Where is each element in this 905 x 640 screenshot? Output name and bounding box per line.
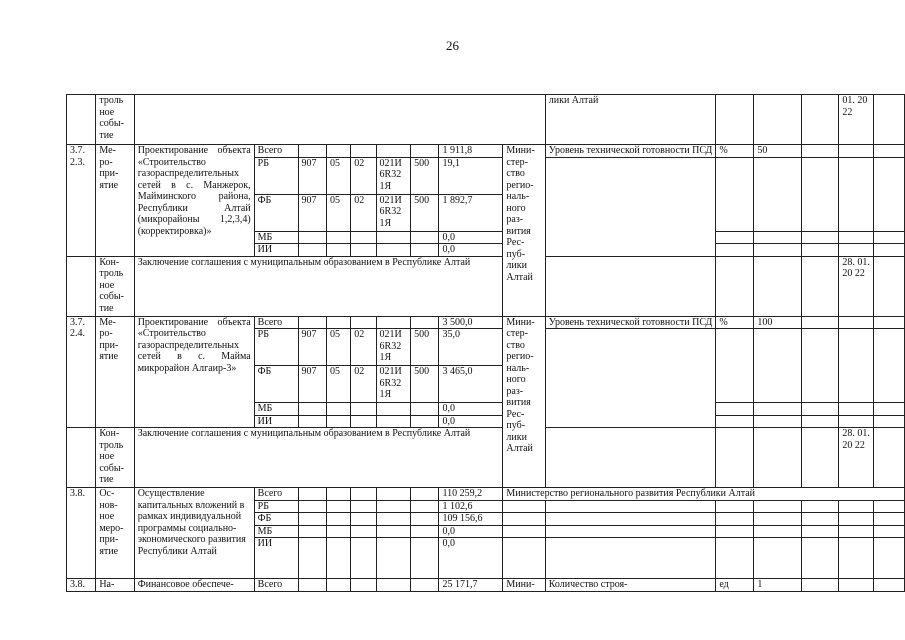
funding-source: РБ [254, 157, 298, 194]
funding-source: ФБ [254, 513, 298, 526]
amount-cell: 0,0 [439, 403, 503, 416]
control-event-type: Кон- троль ное собы- тие [96, 428, 134, 488]
table-row [67, 488, 905, 501]
amount-cell: 3 500,0 [439, 316, 503, 329]
amount-cell: 0,0 [439, 244, 503, 257]
executor-cell: лики Алтай [545, 95, 716, 145]
amount-cell: 3 465,0 [439, 366, 503, 403]
table-row: ФБ 907 05 02 021И 6R32 1Я 500 1 892,7 [67, 194, 905, 231]
executor-cell: Мини- [503, 579, 545, 592]
control-event-date: 28. 01. 20 22 [839, 256, 874, 316]
funding-source: ИИ [254, 415, 298, 428]
funding-source: Всего [254, 316, 298, 329]
item-number: 3.7. 2.3. [67, 145, 96, 257]
item-type: Ме- ро- при- ятие [96, 145, 134, 257]
program-table [66, 94, 905, 592]
row-type: троль ное собы- тие [96, 95, 134, 145]
funding-source: МБ [254, 525, 298, 538]
item-name: Проектирование объекта «Строительство газораспределительных сетей в с. Майма микрорайон Алгаир-3» [134, 316, 254, 428]
funding-source: Всего [254, 488, 298, 501]
unit-cell: % [716, 316, 754, 329]
item-type: Ос- нов- ное меро- при- ятие [96, 488, 134, 579]
amount-cell: 0,0 [439, 231, 503, 244]
executor-wide: Министерство регионального развития Республики Алтай [503, 488, 905, 501]
funding-source: ИИ [254, 538, 298, 579]
funding-source: ИИ [254, 244, 298, 257]
item-name: Проектирование объекта «Строительство газораспределительных сетей в с. Манжерок, Майминского района, Республики Алтай (микрорайоны 1,2,3,4) (корректировка)» [134, 145, 254, 257]
executor-cell: Мини- стер- ство регио- наль- ного раз- вития Рес- пуб- лики Алтай [503, 145, 545, 317]
amount-cell: 0,0 [439, 415, 503, 428]
table-row [67, 316, 905, 329]
funding-source: Всего [254, 579, 298, 592]
table-row: РБ 907 05 02 021И 6R32 1Я 500 35,0 [67, 329, 905, 366]
item-number: 3.7. 2.4. [67, 316, 96, 428]
item-name: Финансовое обеспече- [134, 579, 254, 592]
amount-cell: 25 171,7 [439, 579, 503, 592]
amount-cell: 1 892,7 [439, 194, 503, 231]
table-row: ФБ 907 05 02 021И 6R32 1Я 500 3 465,0 [67, 366, 905, 403]
value-cell: 50 [754, 145, 802, 158]
table-row [67, 256, 905, 316]
amount-cell: 1 102,6 [439, 500, 503, 513]
control-event-date: 28. 01. 20 22 [839, 428, 874, 488]
funding-source: ФБ [254, 366, 298, 403]
table-row [67, 428, 905, 488]
executor-cell: Мини- стер- ство регио- наль- ного раз- вития Рес- пуб- лики Алтай [503, 316, 545, 488]
page-number: 26 [446, 38, 459, 53]
item-type: На- [96, 579, 134, 592]
control-event-text: Заключение соглашения с муниципальным образованием в Республике Алтай [134, 256, 503, 316]
table-row: РБ 907 05 02 021И 6R32 1Я 500 19,1 [67, 157, 905, 194]
value-cell: 100 [754, 316, 802, 329]
date-cell: 01. 20 22 [839, 95, 874, 145]
funding-source: МБ [254, 403, 298, 416]
item-name: Осуществление капитальных вложений в рамках индивидуальной программы социально-экономического развития Республики Алтай [134, 488, 254, 579]
unit-cell: ед [716, 579, 754, 592]
funding-source: РБ [254, 329, 298, 366]
indicator-cell: Количество строя- [545, 579, 716, 592]
funding-source: ФБ [254, 194, 298, 231]
indicator-cell: Уровень технической готовности ПСД [545, 145, 716, 158]
value-cell: 1 [754, 579, 802, 592]
control-event-type: Кон- троль ное собы- тие [96, 256, 134, 316]
item-number: 3.8. [67, 488, 96, 579]
amount-cell: 35,0 [439, 329, 503, 366]
amount-cell: 19,1 [439, 157, 503, 194]
table-row [67, 579, 905, 592]
amount-cell: 110 259,2 [439, 488, 503, 501]
amount-cell: 1 911,8 [439, 145, 503, 158]
item-number: 3.8. [67, 579, 96, 592]
funding-source: МБ [254, 231, 298, 244]
indicator-cell: Уровень технической готовности ПСД [545, 316, 716, 329]
amount-cell: 0,0 [439, 525, 503, 538]
amount-cell: 109 156,6 [439, 513, 503, 526]
control-event-text: Заключение соглашения с муниципальным образованием в Республике Алтай [134, 428, 503, 488]
item-type: Ме- ро- при- ятие [96, 316, 134, 428]
unit-cell: % [716, 145, 754, 158]
funding-source: Всего [254, 145, 298, 158]
amount-cell: 0,0 [439, 538, 503, 579]
funding-source: РБ [254, 500, 298, 513]
table-row [67, 145, 905, 158]
table-row [67, 95, 905, 145]
